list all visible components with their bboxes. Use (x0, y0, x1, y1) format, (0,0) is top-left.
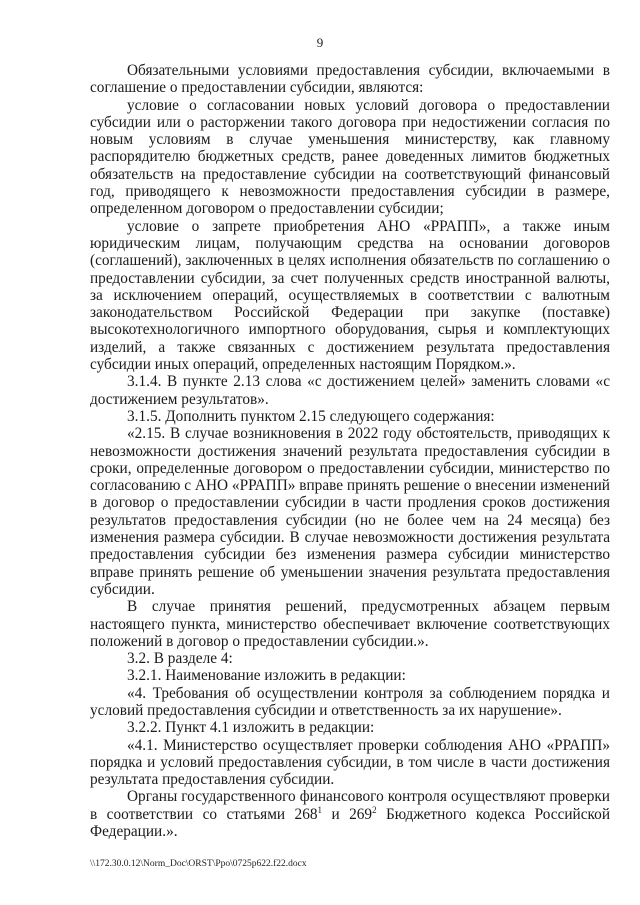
paragraph-section-4-title: «4. Требования об осуществлении контроля за соблюдением порядка и условий предоставления субсидии и ответственность за их нарушение». (90, 684, 610, 719)
paragraph-4-1: «4.1. Министерство осуществляет проверки соблюдения АНО «РРАПП» порядка и условий предоставления субсидии, в том числе в части достижения результата предоставления субсидии. (90, 736, 610, 789)
footer-file-path: \\172.30.0.12\Norm_Doc\ORST\Ppo\0725p622.f22.docx (90, 859, 307, 869)
paragraph-3-1-5: 3.1.5. Дополнить пунктом 2.15 следующего содержания: (127, 407, 495, 425)
paragraph-financial-control (90, 788, 610, 840)
superscript-2: 2 (372, 804, 377, 815)
paragraph-mandatory-conditions: Обязательными условиями предоставления субсидии, включаемыми в соглашение о предоставлении субсидии, являются: (90, 62, 610, 97)
page-number: 9 (316, 35, 324, 50)
paragraph-2-15: «2.15. В случае возникновения в 2022 году обстоятельств, приводящих к невозможности достижения значений результата предоставления субсидии в сроки, определенные договором о предоставлении субсидии, министерство по согласованию с АНО «РРАПП» вправе принять решение о внесении изменений в договор о предоставлении субсидии в части продления сроков достижения результатов предоставления субсидии (но не более чем на 24 месяца) без изменения размера субсидии. В случае невозможности достижения результата предоставления субсидии без изменения размера субсидии министерство вправе принять решение об уменьшении значения результата предоставления субсидии. (90, 425, 610, 598)
paragraph-3-2-1: 3.2.1. Наименование изложить в редакции: (127, 667, 406, 685)
paragraph-3-1-4: 3.1.4. В пункте 2.13 слова «с достижением целей» заменить словами «с достижением результатов». (90, 373, 610, 408)
paragraph-condition-currency-ban: условие о запрете приобретения АНО «РРАПП», а также иным юридическим лицам, получающим средства на основании договоров (соглашений), заключенных в целях исполнения обязательств по соглашению о предоставлении субсидии, за счет полученных средств иностранной валюты, за исключением операций, осуществляемых в соответствии с валютным законодательством Российской Федерации при закупке (поставке) высокотехнологичного импортного оборудования, сырья и комплектующих изделий, а также связанных с достижением результата предоставления субсидии иных операций, определенных настоящим Порядком.». (90, 217, 610, 374)
paragraph-condition-agreement: условие о согласовании новых условий договора о предоставлении субсидии или о расторжении такого договора при недостижении согласия по новым условиям в случае уменьшения министерству, как главному распорядителю бюджетных средств, ранее доведенных лимитов бюджетных обязательств на предоставление субсидии на соответствующий финансовый год, приводящего к невозможности предоставления субсидии в размере, определенном договором о предоставлении субсидии; (90, 96, 610, 218)
superscript-1: 1 (317, 804, 322, 815)
financial-control-text-middle: и 269 (322, 805, 373, 823)
document-body (90, 62, 610, 840)
financial-control-text-before: Органы государственного финансового контроля осуществляют проверки в соответствии со статьями 268 (90, 788, 610, 823)
paragraph-2-15-second: В случае принятия решений, предусмотренных абзацем первым настоящего пункта, министерство обеспечивает включение соответствующих положений в договор о предоставлении субсидии.». (90, 598, 610, 650)
paragraph-3-2: 3.2. В разделе 4: (127, 650, 233, 668)
financial-control-text-after: Бюджетного кодекса Российской Федерации.». (90, 805, 611, 841)
paragraph-3-2-2: 3.2.2. Пункт 4.1 изложить в редакции: (127, 719, 375, 737)
